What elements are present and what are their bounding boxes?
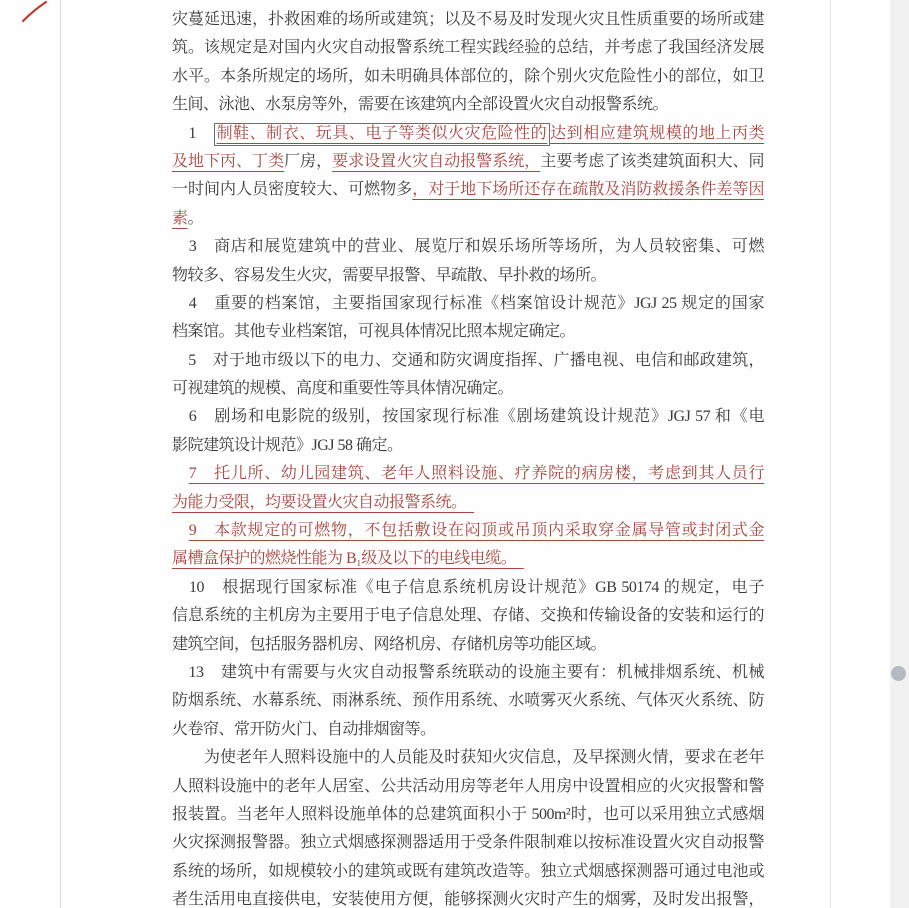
text-line	[172, 687, 764, 715]
red-pen-mark-icon	[19, 0, 49, 24]
body-text	[172, 465, 189, 482]
body-text: 物较多、容易发生火灾，需要早报警、早疏散、早扑救的场所。	[172, 266, 607, 284]
revision-text: 7 托儿所、幼儿园建筑、老年人照料设施、疗养院的病房楼，考虑到其人员行	[188, 465, 764, 483]
revision-text: 属槽盒保护的燃烧性能为 B₁级及以下的电线电缆。	[172, 550, 524, 568]
body-text: 水平。本条所规定的场所，如未明确具体部位的，除个别火灾危险性小的部位，如卫	[172, 67, 764, 85]
text-line	[172, 290, 764, 318]
body-text: 为使老年人照料设施中的人员能及时获知火灾信息，及早探测火情，要求在老年	[172, 749, 764, 767]
text-line	[172, 886, 764, 908]
body-text: 影院建筑设计规范》JGJ 58 确定。	[172, 436, 403, 454]
text-line	[172, 6, 764, 34]
body-text: 主要考虑了该类建筑面积大、同	[540, 152, 764, 170]
text-line	[172, 545, 764, 573]
text-line	[172, 120, 764, 148]
body-text: 1	[172, 124, 214, 142]
body-text: 报装置。当老年人照料设施单体的总建筑面积小于 500m²时，也可以采用独立式感烟	[172, 805, 764, 823]
text-line	[172, 489, 764, 517]
text-line	[172, 403, 764, 431]
revision-text: 为能力受限，均要设置火灾自动报警系统。	[172, 493, 475, 511]
body-text: 档案馆。其他专业档案馆，可视具体情况比照本规定确定。	[172, 323, 576, 341]
text-line	[172, 63, 764, 91]
body-text: 10 根据现行国家标准《电子信息系统机房设计规范》GB 50174 的规定，电子	[172, 578, 764, 596]
text-line	[172, 631, 764, 659]
revision-text: 及地下丙、丁类	[172, 152, 285, 170]
body-text: 者生活用电直接供电，安装使用方便，能够探测火灾时产生的烟雾，及时发出报警，	[172, 891, 764, 908]
body-text: 灾蔓延迅速，扑救困难的场所或建筑；以及不易及时发现火灾且性质重要的场所或建	[172, 11, 764, 28]
text-line	[172, 233, 764, 261]
text-line	[172, 318, 764, 346]
revision-text: ，对于地下场所还存在疏散及消防救援条件差等因	[412, 181, 764, 199]
scrollbar-thumb-dot[interactable]	[891, 666, 906, 681]
text-line	[172, 375, 764, 403]
body-text: 生间、泳池、水泵房等外，需要在该建筑内全部设置火灾自动报警系统。	[172, 96, 669, 114]
text-line	[172, 34, 764, 62]
body-text: 火卷帘、常开防火门、自动排烟窗等。	[172, 720, 436, 738]
body-text: 可视建筑的规模、高度和重要性等具体情况确定。	[172, 380, 514, 398]
body-text: 人照料设施中的老年人居室、公共活动用房等老年人用房中设置相应的火灾报警和警	[172, 777, 764, 795]
body-text: 。	[187, 209, 204, 227]
text-line	[172, 574, 764, 602]
text-line	[172, 148, 764, 176]
text-line	[172, 262, 764, 290]
revision-text: 要求设置火灾自动报警系统，	[332, 152, 541, 170]
text-line	[172, 801, 764, 829]
text-line	[172, 659, 764, 687]
body-text: 4 重要的档案馆，主要指国家现行标准《档案馆设计规范》JGJ 25 规定的国家	[172, 294, 764, 312]
body-text: 火灾探测报警器。独立式烟感探测器适用于受条件限制难以按标准设置火灾自动报警	[172, 834, 764, 852]
text-line	[172, 347, 764, 375]
scrollbar-track[interactable]	[890, 0, 909, 908]
text-line	[172, 773, 764, 801]
text-line	[172, 858, 764, 886]
body-text: 6 剧场和电影院的级别，按国家现行标准《剧场建筑设计规范》JGJ 57 和《电	[172, 408, 764, 426]
page-right-edge-line	[830, 0, 831, 908]
text-line	[172, 205, 764, 233]
text-line	[172, 829, 764, 857]
body-text: 系统的场所，如规模较小的建筑或既有建筑改造等。独立式烟感探测器可通过电池或	[172, 862, 764, 880]
body-text	[172, 522, 189, 539]
text-line	[172, 460, 764, 488]
revision-text: 素	[172, 209, 188, 227]
text-line	[172, 91, 764, 119]
body-text: 防烟系统、水幕系统、雨淋系统、预作用系统、水喷雾灭火系统、气体灭火系统、防	[172, 692, 764, 710]
revision-text: 9 本款规定的可燃物，不包括敷设在闷顶或吊顶内采取穿金属导管或封闭式金	[188, 522, 764, 540]
text-line	[172, 432, 764, 460]
body-text: 筑。该规定是对国内火灾自动报警系统工程实践经验的总结，并考虑了我国经济发展	[172, 39, 764, 57]
body-text: 3 商店和展览建筑中的营业、展览厅和娱乐场所等场所，为人员较密集、可燃	[172, 238, 764, 256]
body-text: 13 建筑中有需要与火灾自动报警系统联动的设施主要有：机械排烟系统、机械	[172, 663, 764, 681]
boxed-revision-text: 制鞋、制衣、玩具、电子等类似火灾危险性的	[214, 123, 551, 146]
revision-text: 达到相应建筑规模的地上丙类	[550, 124, 764, 142]
text-line	[172, 602, 764, 630]
text-line	[172, 744, 764, 772]
text-line	[172, 517, 764, 545]
text-line	[172, 176, 764, 204]
body-text: 厂房，	[284, 152, 333, 170]
body-text: 一时间内人员密度较大、可燃物多	[172, 181, 413, 199]
body-text: 5 对于地市级以下的电力、交通和防灾调度指挥、广播电视、电信和邮政建筑，	[172, 351, 764, 369]
body-text: 建筑空间，包括服务器机房、网络机房、存储机房等功能区域。	[172, 635, 607, 653]
page-left-edge-line	[60, 0, 61, 908]
body-text: 信息系统的主机房为主要用于电子信息处理、存储、交换和传输设备的安装和运行的	[172, 607, 764, 625]
document-text-column	[172, 6, 764, 908]
text-line	[172, 716, 764, 744]
